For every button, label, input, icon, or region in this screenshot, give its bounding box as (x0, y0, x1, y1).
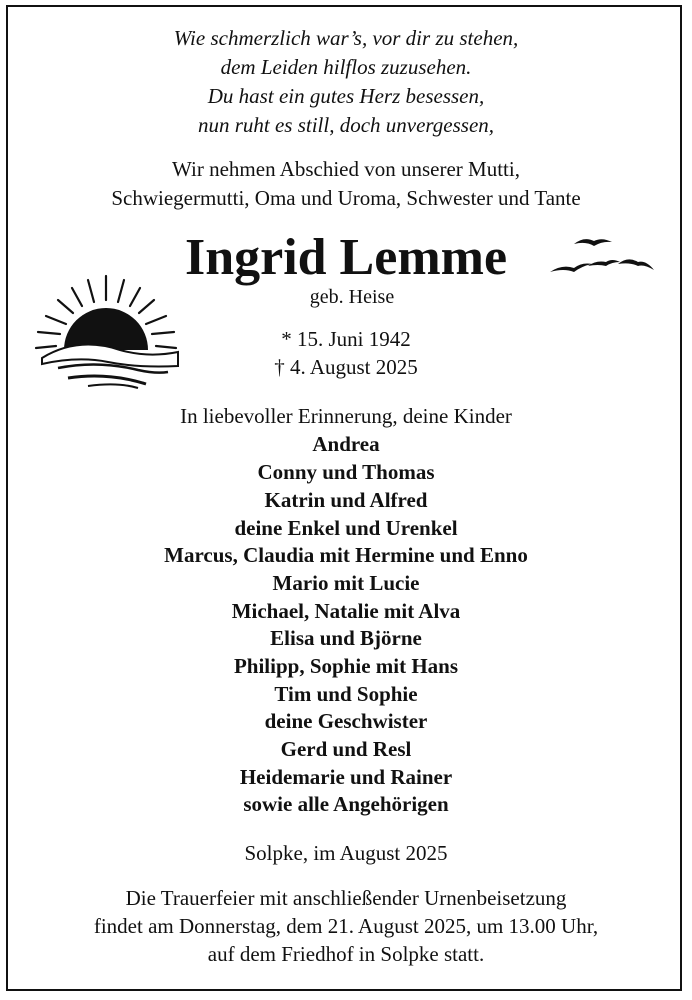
poem-line: nun ruht es still, doch unvergessen, (197, 113, 495, 137)
mourner-line: Elisa und Björne (270, 626, 422, 650)
funeral-line: Die Trauerfeier mit anschließender Urnenbeisetzung (125, 886, 567, 910)
mourner-line: Philipp, Sophie mit Hans (233, 654, 459, 678)
poem-line: dem Leiden hilflos zuzusehen. (220, 55, 472, 79)
mourner-line: deine Geschwister (264, 709, 428, 733)
mourner-line: deine Enkel und Urenkel (234, 516, 458, 540)
mourner-line: Tim und Sophie (274, 682, 418, 706)
funeral-line: auf dem Friedhof in Solpke statt. (207, 942, 485, 966)
mourner-line: Heidemarie und Rainer (239, 765, 453, 789)
place-date: Solpke, im August 2025 (244, 841, 448, 865)
poem-line: Wie schmerzlich war’s, vor dir zu stehen, (173, 26, 519, 50)
remembrance-line: In liebevoller Erinnerung, deine Kinder (180, 404, 512, 428)
mourner-line: Mario mit Lucie (272, 571, 420, 595)
intro-line: Schwiegermutti, Oma und Uroma, Schwester und Tante (111, 186, 581, 210)
mourner-line: Andrea (312, 432, 380, 456)
funeral-line: findet am Donnerstag, dem 21. August 2025, um 13.00 Uhr, (93, 914, 599, 938)
mourner-line: Michael, Natalie mit Alva (231, 599, 461, 623)
mourner-line: sowie alle Angehörigen (243, 792, 449, 816)
mourner-line: Katrin und Alfred (264, 488, 428, 512)
mourner-line: Gerd und Resl (280, 737, 412, 761)
death-date: † 4. August 2025 (274, 355, 418, 379)
birth-date: * 15. Juni 1942 (281, 327, 411, 351)
mourner-line: Marcus, Claudia mit Hermine und Enno (164, 543, 528, 567)
maiden-name: geb. Heise (309, 286, 395, 308)
mourner-line: Conny und Thomas (257, 460, 435, 484)
birds-icon (548, 232, 658, 282)
deceased-name: Ingrid Lemme (184, 229, 508, 286)
poem-line: Du hast ein gutes Herz besessen, (207, 84, 485, 108)
intro-line: Wir nehmen Abschied von unserer Mutti, (172, 157, 520, 181)
